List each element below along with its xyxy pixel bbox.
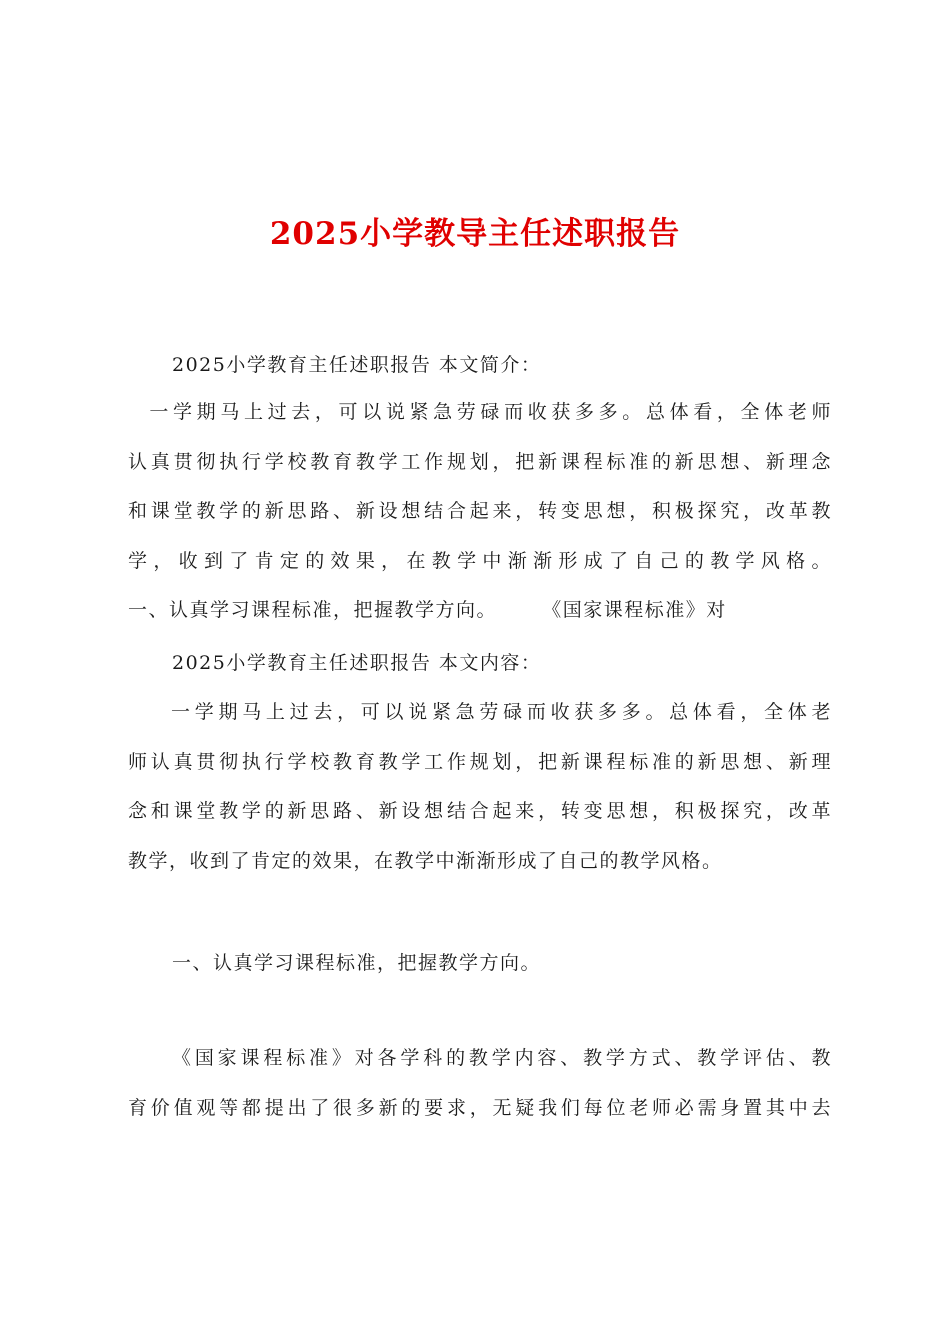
intro-heading: 2025小学教育主任述职报告 本文简介：	[172, 354, 542, 376]
intro-line: 和课堂教学的新思路、新设想结合起来，转变思想，积极探究，改革教	[128, 500, 832, 522]
intro-line: 认真贯彻执行学校教育教学工作规划，把新课程标准的新思想、新理念	[128, 450, 832, 473]
content-line: 一学期马上过去，可以说紧急劳碌而收获多多。总体看，全体老	[128, 701, 832, 723]
intro-line: 一学期马上过去，可以说紧急劳碌而收获多多。总体看，全体老师	[128, 401, 832, 423]
section-line: 育价值观等都提出了很多新的要求，无疑我们每位老师必需身置其中去	[128, 1096, 832, 1119]
intro-line: 一、认真学习课程标准，把握教学方向。 《国家课程标准》对	[128, 599, 727, 621]
content-heading: 2025小学教育主任述职报告 本文内容：	[172, 652, 542, 674]
intro-paragraph	[128, 388, 832, 636]
content-line: 师认真贯彻执行学校教育教学工作规划，把新课程标准的新思想、新理	[128, 750, 832, 773]
content-line: 教学，收到了肯定的效果，在教学中渐渐形成了自己的教学风格。	[128, 849, 723, 872]
section-line: 《国家课程标准》对各学科的教学内容、教学方式、教学评估、教	[172, 1047, 832, 1069]
section-heading: 一、认真学习课程标准，把握教学方向。	[172, 952, 542, 974]
document-title: 2025小学教导主任述职报告	[269, 216, 681, 252]
section-paragraph	[128, 1034, 832, 1133]
content-paragraph	[128, 688, 832, 886]
content-line: 念和课堂教学的新思路、新设想结合起来，转变思想，积极探究，改革	[128, 800, 832, 822]
intro-line: 学，收到了肯定的效果，在教学中渐渐形成了自己的教学风格。	[128, 549, 832, 572]
